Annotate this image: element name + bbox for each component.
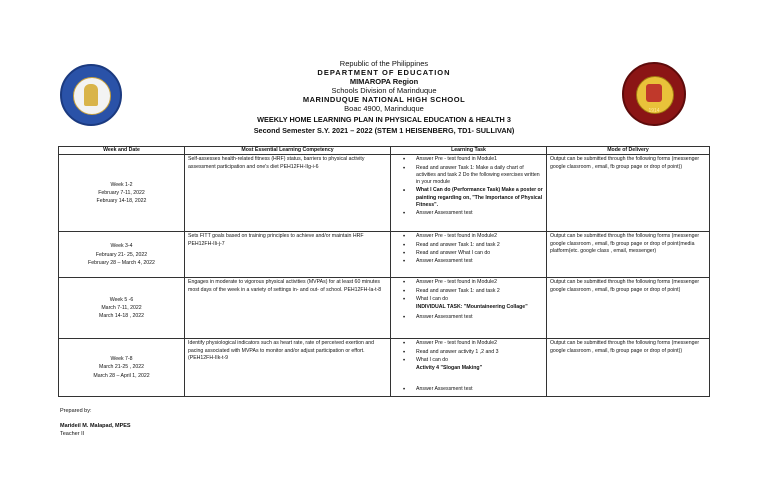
week-date: March 14-18 , 2022 bbox=[99, 313, 144, 320]
competency-cell: Engages in moderate to vigorous physical activities (MVPAs) for at least 60 minutes most days of the week in a variety of settings in- and out- of school. PEH12FH-Ia-t-8 bbox=[185, 278, 391, 339]
week-label: Week 7-8 bbox=[110, 356, 133, 363]
competency-cell: Sets FITT goals based on training principles to achieve and/or maintain HRF PEH12FH-IIi-j-7 bbox=[185, 232, 391, 278]
competency-cell: Self-assesses health-related fitness (HRF) status, barriers to physical activity assessment participation and one's diet PEH12FH-IIg-i-6 bbox=[185, 155, 391, 232]
table-row bbox=[59, 155, 710, 232]
list-item: • Answer Assessment test bbox=[416, 314, 543, 321]
week-date: March 7-11, 2022 bbox=[101, 305, 142, 312]
week-cell bbox=[59, 339, 185, 396]
list-item: • Read and answer Task 1: and task 2 bbox=[416, 242, 543, 249]
task-list bbox=[394, 279, 543, 321]
competency-cell: Identify physiological indicators such as heart rate, rate of perceived exertion and pacing associated with MVPAs to monitor and/or adjust participation or effort. (PEH12FH-IIk-t-9 bbox=[185, 339, 391, 396]
list-item: • Read and answer Task 1: Make a daily chart of activities and task 2 Do the following exercises written in your module bbox=[416, 165, 543, 187]
week-label: Week 5 -6 bbox=[109, 296, 134, 303]
col-week-header: Week and Date bbox=[59, 147, 185, 155]
document-subtitle: Second Semester S.Y. 2021 – 2022 (STEM 1 HEISENBERG, TD1- SULLIVAN) bbox=[253, 126, 515, 135]
delivery-cell: Output can be submitted through the following forms (messenger google classroom , email, fb group page or drop of point)) bbox=[547, 155, 710, 232]
task-list bbox=[394, 340, 543, 393]
week-date: February 21- 25, 2022 bbox=[95, 251, 148, 258]
week-cell bbox=[59, 232, 185, 278]
teacher-name: Marideil M. Malapad, MPES bbox=[60, 423, 131, 429]
header-division: Schools Division of Marinduque bbox=[331, 86, 437, 95]
learning-plan-table bbox=[58, 146, 710, 397]
header-republic: Republic of the Philippines bbox=[339, 59, 429, 68]
week-date: February 7-11, 2022 bbox=[98, 190, 145, 197]
list-item: • Answer Assessment test bbox=[416, 386, 543, 393]
list-item: • Read and answer Task 1: and task 2 bbox=[416, 288, 543, 295]
document-title: WEEKLY HOME LEARNING PLAN IN PHYSICAL EDUCATION & HEALTH 3 bbox=[257, 115, 511, 124]
week-date: February 28 – March 4, 2022 bbox=[88, 259, 155, 266]
week-label: Week 3-4 bbox=[110, 243, 133, 250]
delivery-cell: Output can be submitted through the following forms (messenger google classroom , email, fb group page or drop of point(media platform(etc. google class , email, messenger) bbox=[547, 232, 710, 278]
task-cell bbox=[391, 339, 547, 396]
seal-year: 1914 bbox=[648, 108, 660, 114]
list-item: • What I can do bbox=[416, 296, 543, 303]
task-cell bbox=[391, 155, 547, 232]
list-item: • Answer Pre - test found in Module1 bbox=[416, 156, 543, 163]
table-row bbox=[59, 339, 710, 396]
task-cell bbox=[391, 232, 547, 278]
list-item: • Answer Pre - test found in Module2 bbox=[416, 279, 543, 286]
week-label: Week 1-2 bbox=[110, 181, 133, 188]
prepared-by-label: Prepared by: bbox=[60, 408, 92, 414]
delivery-cell: Output can be submitted through the following forms (messenger google classroom , email, fb group page or drop of point) bbox=[547, 278, 710, 339]
header-region: MIMAROPA Region bbox=[349, 77, 419, 86]
delivery-cell: Output can be submitted through the following forms (messenger google classroom , email, fb group page or drop of point)) bbox=[547, 339, 710, 396]
week-cell bbox=[59, 155, 185, 232]
week-date: February 14-18, 2022 bbox=[96, 198, 147, 205]
col-delivery-header: Mode of Delivery bbox=[547, 147, 710, 155]
week-date: March 21-25 , 2022 bbox=[99, 364, 144, 371]
header-school: MARINDUQUE NATIONAL HIGH SCHOOL bbox=[302, 95, 466, 104]
task-cell bbox=[391, 278, 547, 339]
week-cell bbox=[59, 278, 185, 339]
header-department: DEPARTMENT OF EDUCATION bbox=[317, 68, 451, 77]
list-item: • What I can do bbox=[416, 357, 543, 364]
header-address: Boac 4900, Marinduque bbox=[344, 104, 424, 113]
table-row bbox=[59, 278, 710, 339]
list-item: • Answer Assessment test bbox=[416, 258, 543, 265]
list-item: • Read and answer activity 1 ,2 and 3 bbox=[416, 349, 543, 356]
list-item: INDIVIDUAL TASK: "Mountaineering Collage" bbox=[416, 304, 528, 311]
list-item: • Answer Pre - test found in Module2 bbox=[416, 340, 543, 347]
list-item: • Answer Pre - test found in Module2 bbox=[416, 233, 543, 240]
list-item: • Answer Assessment test bbox=[416, 210, 543, 217]
list-item: Activity 4 "Slogan Making" bbox=[416, 365, 483, 372]
col-task-header: Learning Task bbox=[391, 147, 547, 155]
task-list bbox=[394, 156, 543, 217]
table-row bbox=[59, 232, 710, 278]
table-header-row bbox=[59, 147, 710, 155]
task-list bbox=[394, 233, 543, 265]
week-date: March 28 – April 1, 2022 bbox=[93, 372, 150, 379]
list-item: • What I Can do (Performance Task) Make a poster or painting regarding on, "The Importance of Physical Fitness". bbox=[416, 187, 543, 209]
list-item: • Read and answer What I can do bbox=[416, 250, 543, 257]
teacher-role: Teacher II bbox=[60, 431, 85, 437]
col-competency-header: Most Essential Learning Competency bbox=[185, 147, 391, 155]
